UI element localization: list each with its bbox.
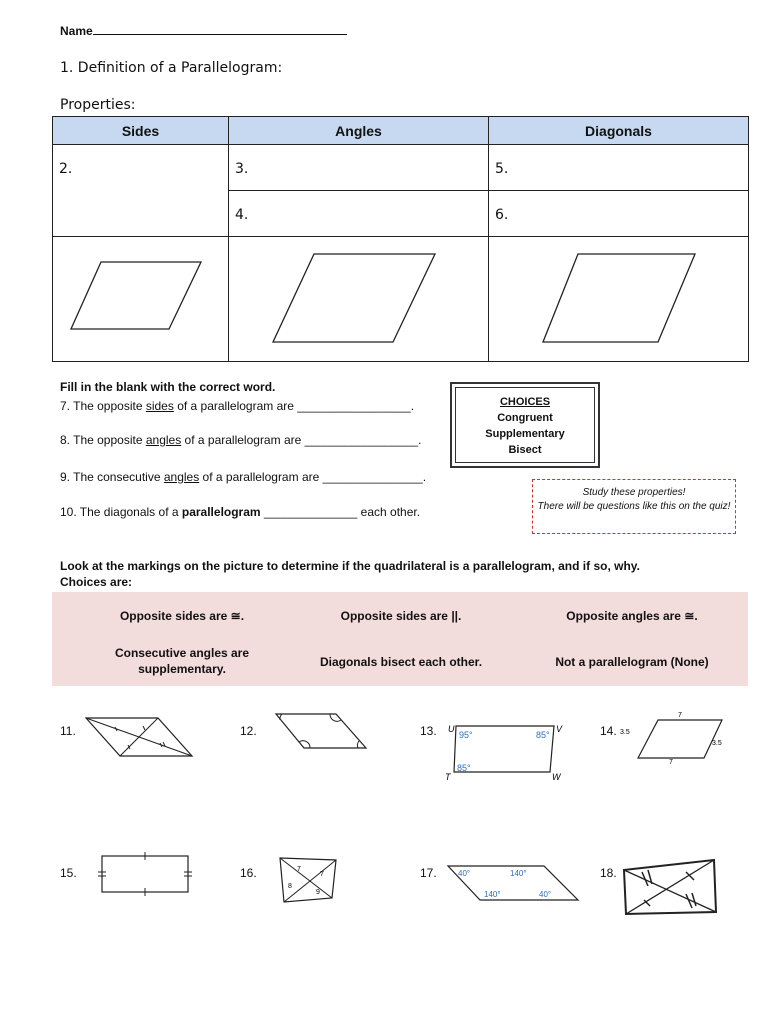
- problem-12-number: 12.: [240, 724, 257, 738]
- cell-3[interactable]: 3.: [229, 145, 489, 191]
- figure-15[interactable]: [96, 850, 196, 898]
- svg-text:7: 7: [320, 871, 324, 878]
- cell-6[interactable]: 6.: [489, 191, 749, 237]
- name-label: Name: [60, 24, 93, 38]
- question-1: 1. Definition of a Parallelogram:: [60, 60, 283, 76]
- svg-text:3.5: 3.5: [712, 740, 722, 747]
- instructions: Look at the markings on the picture to determine if the quadrilateral is a parallelogram, and if so, why. Choices are:: [60, 559, 640, 589]
- svg-text:7: 7: [297, 866, 301, 873]
- header-diagonals: Diagonals: [489, 117, 749, 145]
- reason-opposite-sides-congruent: Opposite sides are ≅.: [119, 609, 245, 623]
- choice-bisect: Bisect: [508, 444, 542, 456]
- problem-18-number: 18.: [600, 866, 617, 880]
- sides-figure-cell[interactable]: [53, 237, 229, 362]
- svg-text:9: 9: [316, 889, 320, 896]
- svg-text:U: U: [448, 724, 455, 734]
- figure-13[interactable]: [444, 718, 574, 784]
- reason-none: Not a parallelogram (None): [555, 655, 709, 669]
- figure-17[interactable]: [444, 860, 582, 906]
- svg-text:95°: 95°: [459, 730, 473, 740]
- cell-5[interactable]: 5.: [489, 145, 749, 191]
- statement-7: 7. The opposite sides of a parallelogram are _________________.: [60, 399, 415, 413]
- svg-text:140°: 140°: [510, 869, 527, 878]
- svg-text:T: T: [445, 772, 451, 782]
- statement-9: 9. The consecutive angles of a parallelogram are _______________.: [60, 470, 427, 484]
- problem-15-number: 15.: [60, 866, 77, 880]
- problem-16-number: 16.: [240, 866, 257, 880]
- reason-consecutive-supplementary: Consecutive angles are supplementary.: [114, 646, 250, 676]
- svg-text:8: 8: [288, 883, 292, 890]
- study-note: Study these properties! There will be questions like this on the quiz!: [532, 479, 736, 534]
- svg-text:W: W: [552, 772, 561, 782]
- diagonals-figure-cell[interactable]: [489, 237, 749, 362]
- reason-diagonals-bisect: Diagonals bisect each other.: [319, 655, 483, 669]
- figure-14[interactable]: [610, 708, 730, 766]
- reason-opposite-angles-congruent: Opposite angles are ≅.: [566, 609, 698, 623]
- properties-label: Properties:: [60, 97, 136, 113]
- parallelogram-figure-angles: [229, 237, 487, 357]
- cell-2[interactable]: 2.: [53, 145, 229, 237]
- name-field: [60, 24, 347, 38]
- parallelogram-figure-diagonals: [489, 237, 747, 357]
- choices-box: [450, 382, 600, 468]
- choices-title: CHOICES: [499, 396, 551, 408]
- figure-16[interactable]: [272, 854, 342, 906]
- reason-opposite-sides-parallel: Opposite sides are ||.: [340, 609, 462, 623]
- properties-table: [52, 116, 749, 362]
- figure-12[interactable]: [272, 710, 372, 755]
- svg-text:140°: 140°: [484, 890, 501, 899]
- svg-text:85°: 85°: [536, 730, 550, 740]
- fill-in-title: Fill in the blank with the correct word.: [60, 380, 276, 394]
- parallelogram-figure-sides: [53, 237, 228, 357]
- problem-11-number: 11.: [60, 724, 76, 738]
- choice-congruent: Congruent: [497, 412, 553, 424]
- figure-11[interactable]: [80, 710, 200, 760]
- problem-17-number: 17.: [420, 866, 437, 880]
- statement-10: 10. The diagonals of a parallelogram ______________ each other.: [60, 505, 421, 519]
- figure-18[interactable]: [620, 856, 720, 918]
- svg-text:40°: 40°: [539, 890, 552, 899]
- angles-figure-cell[interactable]: [229, 237, 489, 362]
- svg-text:V: V: [556, 724, 563, 734]
- reasons-panel: [52, 592, 748, 686]
- header-sides: Sides: [53, 117, 229, 145]
- problem-13-number: 13.: [420, 724, 437, 738]
- choice-supplementary: Supplementary: [485, 428, 565, 440]
- svg-text:40°: 40°: [458, 869, 471, 878]
- svg-text:7: 7: [678, 712, 682, 719]
- svg-text:85°: 85°: [457, 763, 471, 773]
- header-angles: Angles: [229, 117, 489, 145]
- problem-14-number: 14.: [600, 724, 617, 738]
- cell-4[interactable]: 4.: [229, 191, 489, 237]
- statement-8: 8. The opposite angles of a parallelogram are _________________.: [60, 433, 422, 447]
- svg-text:3.5: 3.5: [620, 729, 630, 736]
- name-blank[interactable]: [93, 24, 347, 35]
- svg-text:7: 7: [669, 759, 673, 766]
